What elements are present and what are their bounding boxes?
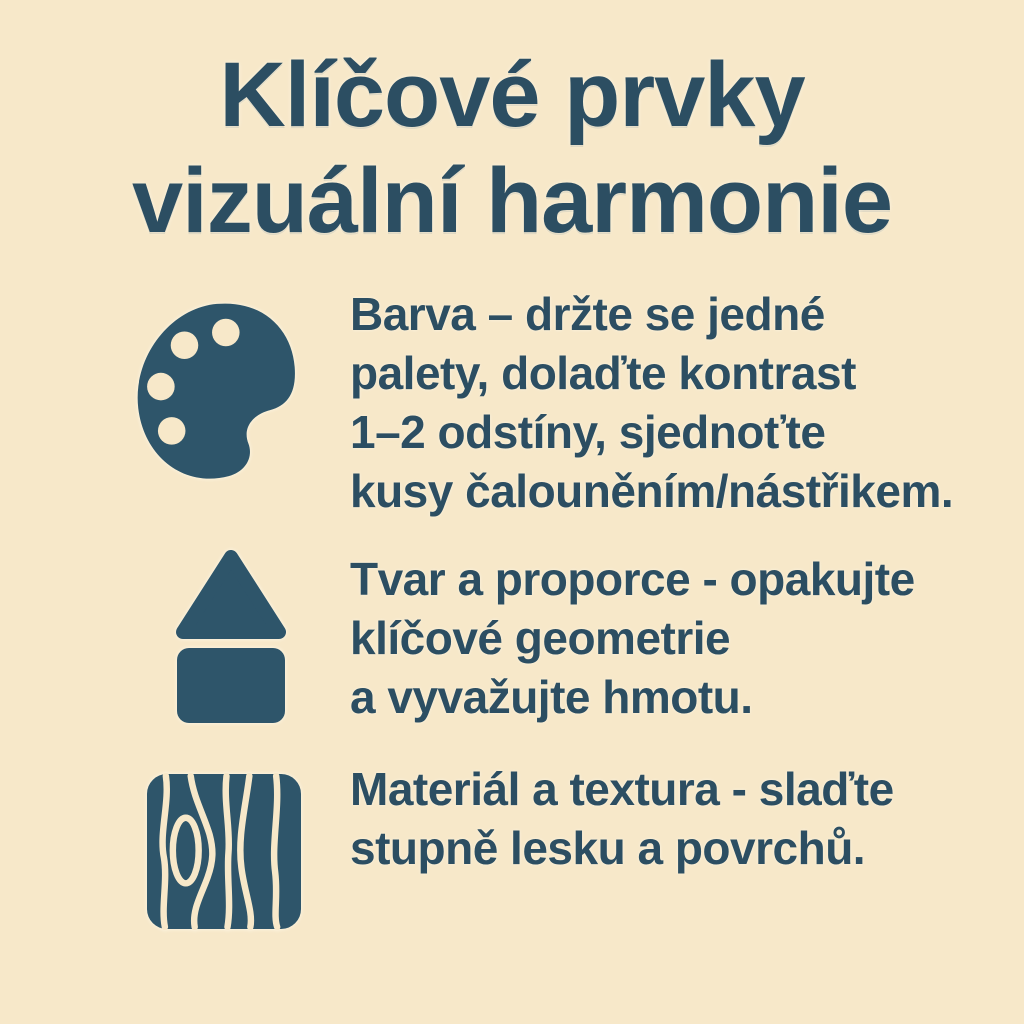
section-shape-line-2: klíčové geometrie	[350, 612, 731, 664]
section-shape-line-3: a vyvažujte hmotu.	[350, 671, 753, 723]
section-color-text	[350, 285, 953, 521]
palette-icon	[130, 300, 298, 487]
page-title	[0, 42, 1024, 254]
page-title-line-1: Klíčové prvky	[219, 44, 805, 146]
section-shape-line-1: Tvar a proporce - opakujte	[350, 553, 915, 605]
section-color-line-4: kusy čalouněním/nástřikem.	[350, 465, 954, 517]
section-color-line-3: 1–2 odstíny, sjednoťte	[350, 406, 826, 458]
page-title-line-2: vizuální harmonie	[131, 150, 893, 252]
section-material-line-1: Materiál a textura - slaďte	[350, 763, 894, 815]
wood-texture-icon	[146, 773, 302, 935]
section-material-text	[350, 760, 894, 878]
section-material-line-2: stupně lesku a povrchů.	[350, 822, 866, 874]
section-color-line-1: Barva – držte se jedné	[350, 288, 825, 340]
shapes-icon	[175, 548, 287, 731]
section-shape-text	[350, 550, 915, 727]
section-color-line-2: palety, dolaďte kontrast	[350, 347, 856, 399]
